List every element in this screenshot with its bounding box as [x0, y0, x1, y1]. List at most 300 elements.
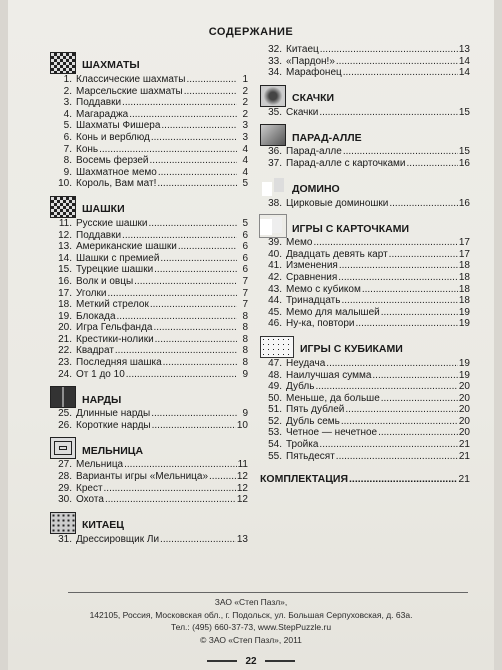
- entry-number: 19.: [58, 310, 72, 322]
- entry-name: Варианты игры «Мельница»: [76, 471, 209, 483]
- entry-number: 14.: [58, 252, 72, 264]
- toc-entry: [260, 404, 470, 416]
- entry-name: Конь: [76, 143, 99, 155]
- entry-name: Поддавки: [76, 229, 122, 241]
- toc-entry: [260, 439, 470, 451]
- toc-entry: [260, 237, 470, 249]
- entry-name: Шашки с премией: [76, 252, 160, 264]
- entry-name: Восемь ферзей: [76, 155, 149, 167]
- entry-number: 4.: [63, 108, 72, 120]
- leader-dots: [150, 155, 237, 167]
- entry-number: 10.: [58, 178, 72, 190]
- entry-page: 13: [236, 533, 248, 545]
- entry-number: 52.: [268, 415, 282, 427]
- section-title-cards: ИГРЫ С КАРТОЧКАМИ: [292, 222, 410, 235]
- entry-page: 19: [458, 306, 470, 318]
- entry-number: 37.: [268, 157, 282, 169]
- entry-page: 8: [242, 345, 248, 357]
- toc-entry: [50, 494, 248, 506]
- entry-page: 7: [242, 287, 248, 299]
- toc-section-mill: [50, 433, 248, 505]
- entry-name: Ну-ка, повтори: [286, 318, 355, 330]
- toc-entry: [260, 451, 470, 463]
- entry-page: 20: [458, 381, 470, 393]
- entry-name: Тринадцать: [286, 295, 341, 307]
- toc-entry: [50, 288, 248, 300]
- entry-name: Квадрат: [76, 345, 114, 357]
- leader-dots: [104, 483, 236, 495]
- leader-dots: [372, 370, 457, 382]
- entry-number: 30.: [58, 494, 72, 506]
- entry-page: 4: [242, 166, 248, 178]
- entry-number: 28.: [58, 471, 72, 483]
- entry-number: 41.: [268, 260, 282, 272]
- entry-number: 54.: [268, 439, 282, 451]
- entry-name: Сравнения: [286, 271, 338, 283]
- toc-section-nardy: [50, 382, 248, 431]
- entry-number: 33.: [268, 55, 282, 67]
- toc-entry: [260, 56, 470, 68]
- entry-name: Мемо с кубиком: [286, 283, 361, 295]
- entry-name: Мемо для малышей: [286, 306, 380, 318]
- entry-name: Дубль семь: [286, 415, 340, 427]
- entry-page: 15: [458, 106, 470, 118]
- leader-dots: [389, 198, 458, 210]
- entry-number: 2.: [63, 85, 72, 97]
- leader-dots: [157, 178, 237, 190]
- entry-page: 3: [242, 131, 248, 143]
- entry-page: 9: [242, 408, 248, 420]
- entry-page: 12: [236, 494, 248, 506]
- leader-dots: [407, 158, 458, 170]
- entry-page: 11: [237, 459, 248, 471]
- entry-name: Мемо: [286, 237, 313, 249]
- entry-number: 26.: [58, 419, 72, 431]
- toc-entry: [260, 44, 470, 56]
- entry-number: 6.: [63, 131, 72, 143]
- toc-entry: [50, 322, 248, 334]
- entry-page: 15: [458, 146, 470, 158]
- page-number-bar-right: [265, 660, 295, 662]
- entry-name: Крестики-нолики: [76, 333, 154, 345]
- toc-section-dice: [260, 332, 470, 462]
- leader-dots: [148, 218, 237, 230]
- leader-dots: [122, 97, 237, 109]
- chessboard-icon: [50, 52, 76, 74]
- toc-section-chess: [50, 48, 248, 190]
- leader-dots: [178, 241, 237, 253]
- entry-name: Неудача: [286, 357, 326, 369]
- entry-number: 7.: [63, 143, 72, 155]
- section-title-dice: ИГРЫ С КУБИКАМИ: [300, 343, 403, 356]
- entry-number: 18.: [58, 299, 72, 311]
- leader-dots: [126, 369, 237, 381]
- entry-name: Уголки: [76, 287, 107, 299]
- entry-page: 18: [458, 283, 470, 295]
- entry-page: 6: [242, 252, 248, 264]
- toc-entry: [260, 260, 470, 272]
- leader-dots: [362, 284, 458, 296]
- entry-page: 5: [242, 217, 248, 229]
- entry-name: Турецкие шашки: [76, 264, 154, 276]
- entry-page: 20: [458, 392, 470, 404]
- entry-number: 5.: [63, 120, 72, 132]
- section-header-checkers: [50, 192, 248, 218]
- entry-page: 8: [242, 310, 248, 322]
- entry-page: 5: [242, 178, 248, 190]
- entry-name: Парад-алле: [286, 146, 342, 158]
- entry-number: 27.: [58, 459, 72, 471]
- leader-dots: [160, 253, 237, 265]
- toc-entry: [50, 408, 248, 420]
- section-title-skachki: СКАЧКИ: [292, 92, 335, 105]
- backgammon-board-icon: [50, 386, 76, 408]
- section-header-nardy: [50, 382, 248, 408]
- toc-entry: [50, 120, 248, 132]
- toc-entry: [260, 381, 470, 393]
- toc-entry: [50, 459, 248, 471]
- footer-line-3: Тел.: (495) 660-37-73, www.StepPuzzle.ru: [170, 622, 332, 632]
- entry-page: 13: [458, 44, 470, 55]
- toc-entry: [260, 307, 470, 319]
- leader-dots: [336, 56, 458, 68]
- leader-dots: [320, 44, 458, 56]
- leader-dots: [158, 167, 237, 179]
- entry-name: Мельница: [76, 459, 124, 471]
- toc-entry: [50, 97, 248, 109]
- toc-entry: [260, 284, 470, 296]
- toc-section-domino: [260, 172, 470, 210]
- toc-entry: [50, 86, 248, 98]
- entry-name: Тройка: [286, 439, 319, 451]
- leader-dots: [341, 295, 457, 307]
- entry-number: 50.: [268, 392, 282, 404]
- section-title-kitaets: КИТАЕЦ: [82, 519, 124, 532]
- entry-number: 9.: [63, 166, 72, 178]
- toc-entry: [50, 241, 248, 253]
- toc-entry: [260, 416, 470, 428]
- entry-name: Наилучшая сумма: [286, 369, 372, 381]
- leader-dots: [381, 393, 458, 405]
- toc-entry: [50, 178, 248, 190]
- section-title-nardy: НАРДЫ: [82, 393, 122, 406]
- entry-name: Охота: [76, 494, 104, 506]
- leader-dots: [315, 381, 457, 393]
- kitaets-board-icon: [50, 512, 76, 534]
- toc-entry: [50, 218, 248, 230]
- entry-number: 25.: [58, 408, 72, 420]
- toc-entry: [50, 155, 248, 167]
- entry-name: Китаец: [286, 44, 319, 55]
- toc-entry: [260, 295, 470, 307]
- leader-dots: [381, 307, 458, 319]
- entry-number: 42.: [268, 271, 282, 283]
- entry-name: Американские шашки: [76, 241, 177, 253]
- toc-entry: [50, 109, 248, 121]
- leader-dots: [150, 299, 237, 311]
- toc-section-skachki: [260, 81, 470, 119]
- leader-dots: [163, 357, 237, 369]
- entry-name: Шахматы Фишера: [76, 120, 161, 132]
- entry-name: Классические шахматы: [76, 74, 186, 85]
- toc-section-parad: [260, 120, 470, 169]
- entry-page: 20: [458, 404, 470, 416]
- entry-number: 11.: [58, 217, 72, 229]
- toc-section-checkers: [50, 192, 248, 380]
- entry-number: 45.: [268, 306, 282, 318]
- leader-dots: [319, 107, 458, 119]
- toc-entry: [260, 198, 470, 210]
- toc-entry: [50, 534, 248, 546]
- entry-name: Парад-алле с карточками: [286, 157, 406, 169]
- leader-dots: [336, 451, 458, 463]
- leader-dots: [356, 318, 458, 330]
- race-board-icon: [260, 85, 286, 107]
- entry-name: Игра Гельфанда: [76, 322, 153, 334]
- entry-page: 16: [458, 157, 470, 169]
- entry-page: 2: [242, 108, 248, 120]
- entry-page: 8: [242, 357, 248, 369]
- leader-dots: [319, 439, 457, 451]
- leader-dots: [151, 408, 237, 420]
- entry-number: 34.: [268, 67, 282, 79]
- entry-page: 6: [242, 229, 248, 241]
- footer-divider: [68, 592, 468, 593]
- entry-name: Король, Вам мат!: [76, 178, 157, 190]
- entry-name: Пять дублей: [286, 404, 345, 416]
- entry-page: 21: [458, 439, 470, 451]
- leader-dots: [99, 144, 237, 156]
- footer-line-2: 142105, Россия, Московская обл., г. Подольск, ул. Большая Серпуховская, д. 63а.: [89, 609, 413, 620]
- entry-page: 3: [242, 120, 248, 132]
- toc-entry: [260, 427, 470, 439]
- toc-entry: [50, 311, 248, 323]
- checkerboard-icon: [50, 196, 76, 218]
- entry-page: 19: [458, 357, 470, 369]
- entry-number: 47.: [268, 357, 282, 369]
- entry-page: 19: [458, 369, 470, 381]
- section-header-mill: [50, 433, 248, 459]
- leader-dots: [107, 288, 237, 300]
- entry-name: Пятьдесят: [286, 450, 335, 462]
- toc-entry: [50, 144, 248, 156]
- toc-entry: [260, 67, 470, 79]
- entry-number: 31.: [58, 533, 72, 545]
- entry-number: 23.: [58, 357, 72, 369]
- section-header-cards: [260, 211, 470, 237]
- entry-page: 16: [458, 197, 470, 209]
- section-header-dice: [260, 332, 470, 358]
- entry-number: 13.: [58, 241, 72, 253]
- entry-number: 15.: [58, 264, 72, 276]
- entry-page: 20: [458, 427, 470, 439]
- entry-number: 8.: [63, 155, 72, 167]
- section-header-parad: [260, 120, 470, 146]
- entry-number: 44.: [268, 295, 282, 307]
- entry-number: 40.: [268, 248, 282, 260]
- toc-entry: [50, 471, 248, 483]
- entry-page: 2: [242, 97, 248, 109]
- entry-number: 22.: [58, 345, 72, 357]
- toc-entry: [260, 358, 470, 370]
- entry-page: 7: [242, 299, 248, 311]
- entry-page: 6: [242, 264, 248, 276]
- leader-dots: [341, 416, 458, 428]
- entry-page: 10: [236, 419, 248, 431]
- leader-dots: [209, 471, 236, 483]
- leader-dots: [117, 311, 237, 323]
- toc-entry: [260, 158, 470, 170]
- leader-dots: [186, 74, 237, 86]
- section-header-kitaets: [50, 508, 248, 534]
- entry-name: Волк и овцы: [76, 275, 134, 287]
- entry-name: Блокада: [76, 310, 116, 322]
- toc-entry: [50, 357, 248, 369]
- toc-entry: [50, 264, 248, 276]
- toc-entry: [50, 167, 248, 179]
- footer-line-4: © ЗАО «Степ Пазл», 2011: [200, 634, 302, 645]
- kompl-label: КОМПЛЕКТАЦИЯ: [260, 473, 349, 486]
- entry-name: Изменения: [286, 260, 338, 272]
- section-title-domino: ДОМИНО: [292, 182, 340, 195]
- toc-entry: [260, 272, 470, 284]
- leader-dots: [326, 358, 458, 370]
- entry-page: 17: [458, 237, 470, 249]
- section-title-checkers: ШАШКИ: [82, 203, 125, 216]
- entry-name: Крест: [76, 482, 103, 494]
- entry-name: Марсельские шахматы: [76, 85, 183, 97]
- entry-page: 12: [236, 471, 248, 483]
- publisher-footer: [8, 596, 494, 646]
- entry-number: 38.: [268, 197, 282, 209]
- entry-name: От 1 до 10: [76, 368, 125, 380]
- toc-entry: [260, 249, 470, 261]
- entry-page: 7: [242, 275, 248, 287]
- leader-dots: [343, 67, 458, 79]
- entry-number: 53.: [268, 427, 282, 439]
- page-title: СОДЕРЖАНИЕ: [208, 26, 294, 38]
- entry-page: 20: [458, 415, 470, 427]
- entry-number: 51.: [268, 404, 282, 416]
- leader-dots: [154, 264, 237, 276]
- kompl-entry: [260, 474, 470, 486]
- leader-dots: [339, 260, 458, 272]
- toc-entry: [260, 370, 470, 382]
- toc-entry: [50, 483, 248, 495]
- leader-dots: [389, 249, 458, 261]
- leader-dots: [105, 494, 236, 506]
- leader-dots: [313, 237, 457, 249]
- leader-dots: [161, 120, 237, 132]
- entry-name: Меньше, да больше: [286, 392, 380, 404]
- leader-dots: [134, 276, 237, 288]
- entry-page: 18: [458, 271, 470, 283]
- section-header-chess: [50, 48, 248, 74]
- entry-name: Короткие нарды: [76, 419, 151, 431]
- entry-name: Дубль: [286, 381, 315, 393]
- leader-dots: [115, 345, 237, 357]
- cards-icon: [260, 215, 286, 237]
- leader-dots: [160, 534, 236, 546]
- entry-name: Поддавки: [76, 97, 122, 109]
- entry-page: 1: [242, 74, 248, 85]
- entry-page: 4: [242, 155, 248, 167]
- entry-number: 24.: [58, 368, 72, 380]
- toc-entry: [50, 253, 248, 265]
- toc-entry: [50, 132, 248, 144]
- entry-number: 43.: [268, 283, 282, 295]
- entry-number: 29.: [58, 482, 72, 494]
- entry-name: Дрессировщик Ли: [76, 533, 160, 545]
- entry-name: Конь и верблюд: [76, 131, 150, 143]
- leader-dots: [378, 427, 458, 439]
- entry-number: 1.: [63, 74, 72, 85]
- entry-name: Меткий стрелок: [76, 299, 149, 311]
- toc-entry: [50, 369, 248, 381]
- toc-section-cards: [260, 211, 470, 330]
- section-header-domino: [260, 172, 470, 198]
- section-title-parad: ПАРАД-АЛЛЕ: [292, 131, 362, 144]
- entry-page: 14: [458, 67, 470, 79]
- section-title-mill: МЕЛЬНИЦА: [82, 444, 144, 457]
- entry-number: 16.: [58, 275, 72, 287]
- entry-number: 49.: [268, 381, 282, 393]
- domino-icon: [260, 176, 286, 198]
- toc-entry: [260, 146, 470, 158]
- entry-name: «Пардон!»: [286, 55, 335, 67]
- toc-section-kitaets: [50, 508, 248, 546]
- leader-dots: [129, 109, 237, 121]
- section-header-skachki: [260, 81, 470, 107]
- entry-name: Русские шашки: [76, 217, 148, 229]
- toc-entry: [260, 318, 470, 330]
- entry-number: 20.: [58, 322, 72, 334]
- entry-page: 12: [236, 482, 248, 494]
- entry-name: Четное — нечетное: [286, 427, 378, 439]
- leader-dots: [345, 404, 457, 416]
- entry-page: 2: [242, 85, 248, 97]
- book-page: [8, 0, 494, 670]
- entry-page: 18: [458, 260, 470, 272]
- entry-page: 6: [242, 241, 248, 253]
- leader-dots: [343, 146, 458, 158]
- leader-dots: [151, 132, 237, 144]
- section-title-chess: ШАХМАТЫ: [82, 59, 140, 72]
- toc-entry: [50, 74, 248, 86]
- entry-name: Скачки: [286, 106, 319, 118]
- leader-dots: [152, 420, 236, 432]
- entry-page: 9: [242, 368, 248, 380]
- entry-name: Двадцать девять карт: [286, 248, 388, 260]
- toc-entry: [50, 276, 248, 288]
- leader-dots: [184, 86, 237, 98]
- parade-board-icon: [260, 124, 286, 146]
- entry-number: 39.: [268, 237, 282, 249]
- entry-number: 48.: [268, 369, 282, 381]
- toc-section-kitaets_cont: [260, 44, 470, 79]
- page-number-bar-left: [207, 660, 237, 662]
- entry-number: 36.: [268, 146, 282, 158]
- entry-name: Марафонец: [286, 67, 342, 79]
- entry-number: 32.: [268, 44, 282, 55]
- leader-dots: [155, 334, 237, 346]
- toc-entry: [50, 230, 248, 242]
- toc-entry: [260, 107, 470, 119]
- page-number: [8, 656, 494, 667]
- entry-number: 12.: [58, 229, 72, 241]
- leader-dots: [349, 474, 457, 486]
- leader-dots: [122, 230, 237, 242]
